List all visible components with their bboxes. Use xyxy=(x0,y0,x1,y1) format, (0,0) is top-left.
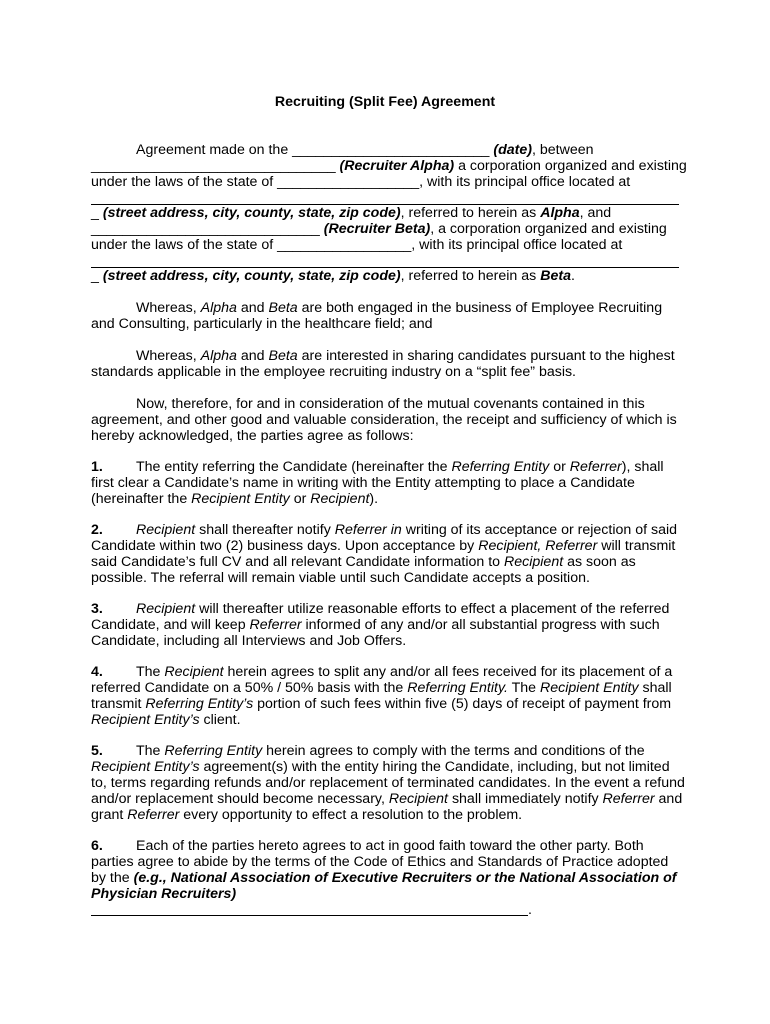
whereas-1-line-1 xyxy=(91,300,662,316)
section-5-line-5 xyxy=(91,807,522,823)
section-text: informed of any and/or all substantial progress with such xyxy=(301,617,660,633)
section-6-line-5: . xyxy=(528,902,532,918)
section-5-line-2 xyxy=(91,759,670,775)
recipient-entity-term: Recipient Entity xyxy=(540,680,639,696)
intro-text: , a corporation organized and existing xyxy=(430,221,667,237)
whereas-text: Whereas, xyxy=(136,300,201,316)
therefore-text: Now, therefore, for and in consideration of the mutual covenants contained in this xyxy=(136,396,645,412)
therefore-line-3: hereby acknowledged, the parties agree as follows: xyxy=(91,428,414,444)
intro-text: , referred to herein as xyxy=(400,268,541,284)
section-text: shall xyxy=(638,680,672,696)
section-number: 4. xyxy=(91,664,103,680)
blank-line-rule xyxy=(91,915,528,916)
section-6-line-4 xyxy=(91,886,236,902)
section-5-line-4 xyxy=(91,791,682,807)
date-placeholder: (date) xyxy=(493,142,532,158)
section-6-line-1 xyxy=(91,838,644,854)
beta-term: Beta xyxy=(268,300,298,316)
referrer-term: Referrer xyxy=(602,791,655,807)
recipient-term: Recipient xyxy=(504,554,564,570)
section-text: The xyxy=(507,680,541,696)
alpha-term: Alpha xyxy=(200,300,237,316)
association-placeholder: (e.g., National Association of Executive Recruiters or the National Association of xyxy=(133,870,677,886)
recipient-referrer-term: Recipient, Referrer xyxy=(478,538,598,554)
document-title: Recruiting (Split Fee) Agreement xyxy=(274,94,496,110)
whereas-text: and xyxy=(236,348,269,364)
section-text: grant xyxy=(91,807,128,823)
referring-entity-term: Referring Entity xyxy=(451,459,550,475)
whereas-text: and xyxy=(236,300,269,316)
section-5-line-3: to, terms regarding refunds and/or replacement of terminated candidates. In the event a refund xyxy=(91,775,685,791)
referring-entity-term: Referring Entity. xyxy=(407,680,508,696)
section-4-line-2 xyxy=(91,680,672,696)
intro-line-1 xyxy=(91,142,594,158)
referrer-term: Referrer xyxy=(127,807,180,823)
recipient-entity-term: Recipient Entity’s xyxy=(91,759,200,775)
referring-entity-term: Referring Entity’s xyxy=(145,696,254,712)
intro-text: Agreement made on the _________________________ xyxy=(136,142,494,158)
referrer-term: Referrer xyxy=(569,459,622,475)
section-5-line-1 xyxy=(91,743,645,759)
intro-line-5 xyxy=(91,221,667,237)
alpha-term: Alpha xyxy=(200,348,237,364)
association-placeholder: Physician Recruiters) xyxy=(91,886,237,902)
section-4-line-1 xyxy=(91,664,672,680)
section-text: Candidate, and will keep xyxy=(91,617,250,633)
intro-text: _ xyxy=(91,268,103,284)
section-text: The xyxy=(136,664,165,680)
whereas-text: are both engaged in the business of Employee Recruiting xyxy=(297,300,663,316)
intro-line-6: under the laws of the state of _________________, with its principal office located at xyxy=(91,237,623,253)
section-4-line-4 xyxy=(91,712,241,728)
section-text: transmit xyxy=(91,696,146,712)
referrer-term: Referrer xyxy=(249,617,302,633)
section-3-line-1 xyxy=(91,601,669,617)
section-number: 6. xyxy=(91,838,103,854)
section-1-line-3 xyxy=(91,491,378,507)
referrer-term: Referrer in xyxy=(334,522,402,538)
section-text: The entity referring the Candidate (hereinafter the xyxy=(136,459,452,475)
section-number: 1. xyxy=(91,459,103,475)
section-text: referred Candidate on a 50% / 50% basis with the xyxy=(91,680,408,696)
section-text: will thereafter utilize reasonable efforts to effect a placement of the referred xyxy=(195,601,670,617)
section-number: 5. xyxy=(91,743,103,759)
recipient-term: Recipient xyxy=(388,791,448,807)
section-text: said Candidate’s full CV and all relevant Candidate information to xyxy=(91,554,504,570)
intro-text: , referred to herein as xyxy=(400,205,541,221)
section-2-line-2 xyxy=(91,538,675,554)
section-4-line-3 xyxy=(91,696,671,712)
section-number: 3. xyxy=(91,601,103,617)
section-1-line-1 xyxy=(91,459,664,475)
recipient-term: Recipient xyxy=(164,664,224,680)
beta-term: Beta xyxy=(540,268,571,284)
address-placeholder: (street address, city, county, state, zip code) xyxy=(102,205,401,221)
section-3-line-2 xyxy=(91,617,660,633)
section-1-line-2: first clear a Candidate’s name in writing with the Entity attempting to place a Candidate xyxy=(91,475,635,491)
recipient-term: Recipient xyxy=(136,522,196,538)
intro-line-2 xyxy=(91,158,687,174)
therefore-line-2: agreement, and other good and valuable consideration, the receipt and sufficiency of which is xyxy=(91,412,677,428)
intro-text: , between xyxy=(532,142,594,158)
section-text: portion of such fees within five (5) days of receipt of payment from xyxy=(253,696,672,712)
section-text: herein agrees to split any and/or all fees received for its placement of a xyxy=(223,664,673,680)
section-text: shall thereafter notify xyxy=(195,522,335,538)
section-6-line-2: parties agree to abide by the terms of the Code of Ethics and Standards of Practice adopted xyxy=(91,854,669,870)
section-text: Candidate within two (2) business days. Upon acceptance by xyxy=(91,538,479,554)
section-text: will transmit xyxy=(597,538,676,554)
address-placeholder: (street address, city, county, state, zip code) xyxy=(102,268,401,284)
therefore-line-1 xyxy=(91,396,645,412)
section-text: herein agrees to comply with the terms and conditions of the xyxy=(262,743,645,759)
section-2-line-4: possible. The referral will remain viable until such Candidate accepts a position. xyxy=(91,570,590,586)
whereas-text: Whereas, xyxy=(136,348,201,364)
section-text: agreement(s) with the entity hiring the Candidate, including, but not limited xyxy=(199,759,670,775)
recipient-term: Recipient xyxy=(136,601,196,617)
whereas-1-line-2: and Consulting, particularly in the healthcare field; and xyxy=(91,316,433,332)
alpha-term: Alpha xyxy=(540,205,580,221)
intro-text: , and xyxy=(579,205,612,221)
intro-text: _______________________________ xyxy=(91,158,340,174)
recruiter-beta-placeholder: (Recruiter Beta) xyxy=(323,221,431,237)
intro-text: a corporation organized and existing xyxy=(454,158,687,174)
section-text: by the xyxy=(91,870,134,886)
recruiter-alpha-placeholder: (Recruiter Alpha) xyxy=(339,158,455,174)
section-text: ), shall xyxy=(621,459,664,475)
whereas-2-line-1 xyxy=(91,348,675,364)
beta-term: Beta xyxy=(268,348,298,364)
section-text: The xyxy=(136,743,165,759)
intro-text: _ xyxy=(91,205,103,221)
section-6-line-3 xyxy=(91,870,677,886)
section-text: (hereinafter the xyxy=(91,491,192,507)
section-2-line-3 xyxy=(91,554,636,570)
section-text: or xyxy=(289,491,311,507)
recipient-term: Recipient xyxy=(310,491,370,507)
whereas-2-line-2: standards applicable in the employee recruiting industry on a “split fee” basis. xyxy=(91,364,577,380)
section-text: ). xyxy=(369,491,379,507)
section-text: as soon as xyxy=(563,554,636,570)
section-text: and xyxy=(654,791,683,807)
intro-line-3: under the laws of the state of __________________, with its principal office located at xyxy=(91,174,631,190)
section-text: or xyxy=(549,459,570,475)
section-text: shall immediately notify xyxy=(448,791,603,807)
section-3-line-3: Candidate, including all Interviews and Job Offers. xyxy=(91,633,407,649)
section-text: every opportunity to effect a resolution to the problem. xyxy=(179,807,523,823)
intro-line-4 xyxy=(91,205,611,221)
section-2-line-1 xyxy=(91,522,677,538)
intro-text: _____________________________ xyxy=(91,221,324,237)
intro-text: . xyxy=(570,268,575,284)
section-number: 2. xyxy=(91,522,103,538)
section-text: Each of the parties hereto agrees to act in good faith toward the other party. Both xyxy=(136,838,644,854)
referring-entity-term: Referring Entity xyxy=(164,743,263,759)
recipient-entity-term: Recipient Entity xyxy=(191,491,290,507)
recipient-entity-term: Recipient Entity’s xyxy=(91,712,200,728)
section-text: client. xyxy=(199,712,241,728)
intro-line-7 xyxy=(91,268,575,284)
section-text: and/or replacement should become necessary, xyxy=(91,791,389,807)
whereas-text: are interested in sharing candidates pursuant to the highest xyxy=(297,348,675,364)
section-text: writing of its acceptance or rejection of said xyxy=(401,522,677,538)
